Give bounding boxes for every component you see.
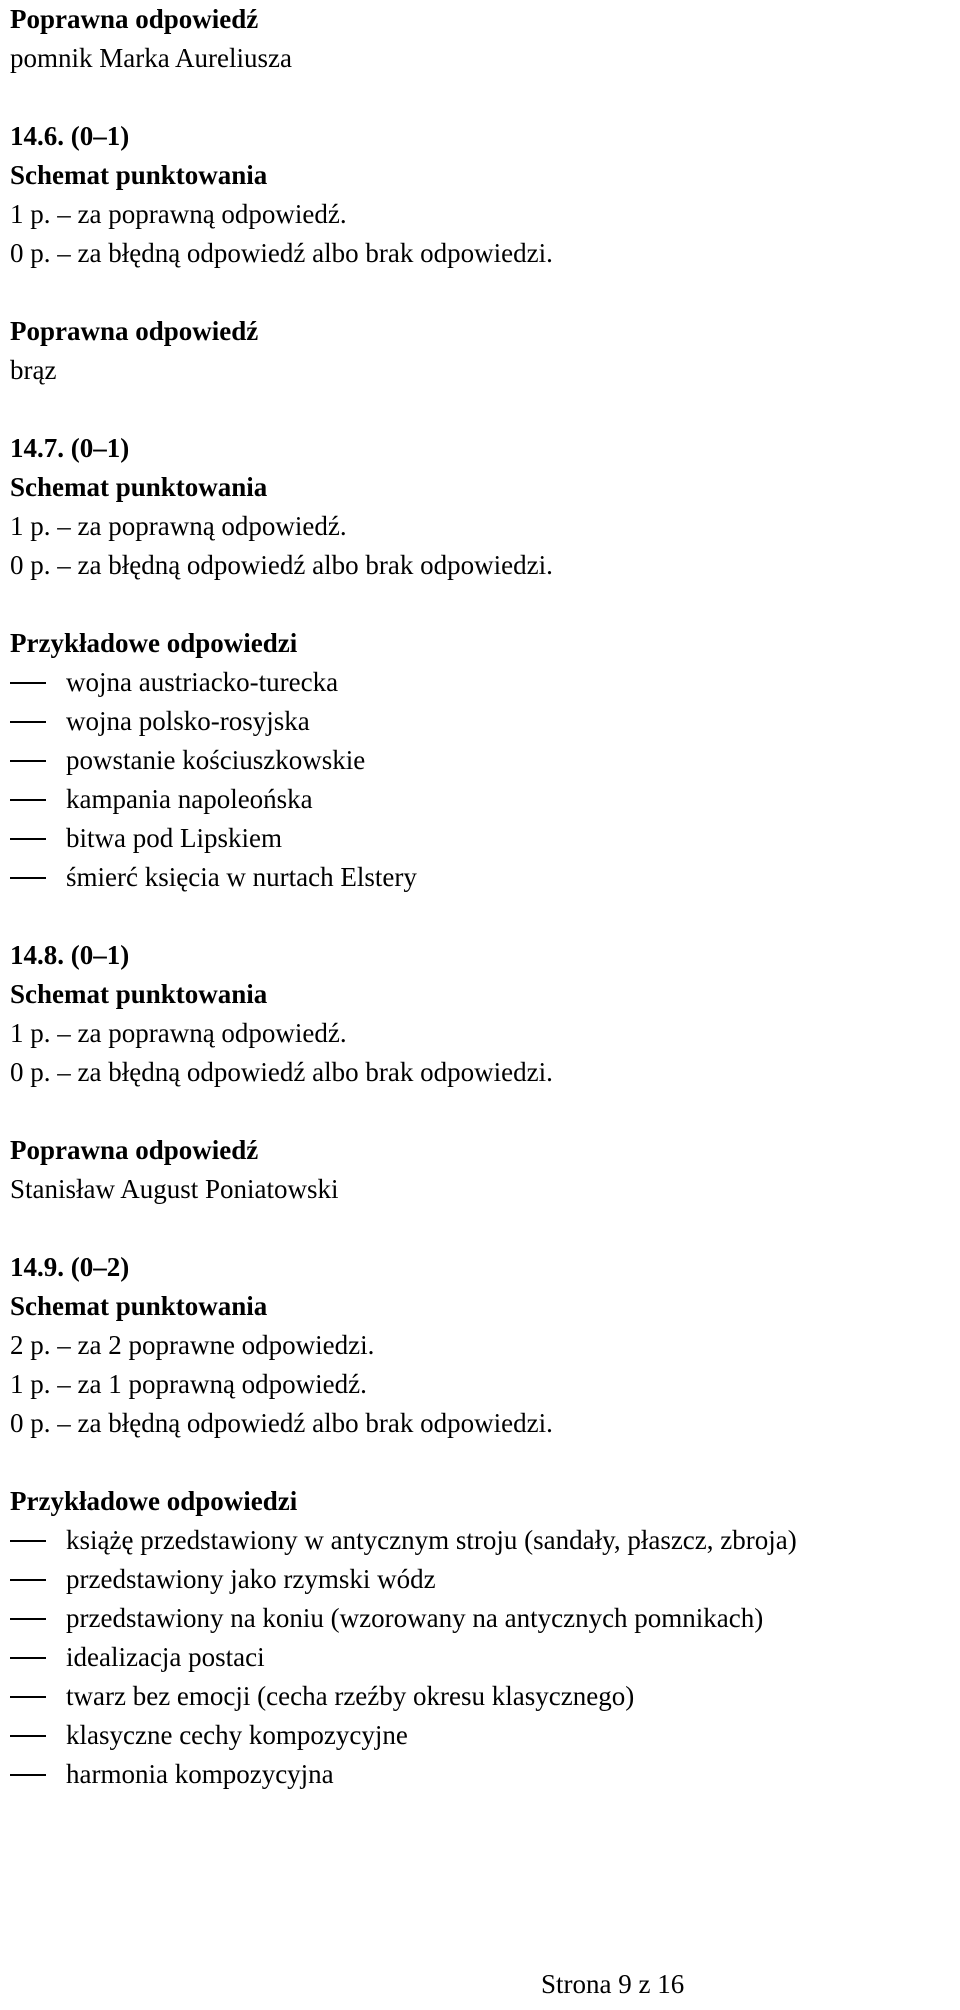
examples-list [10, 663, 950, 897]
dash-bullet-icon [10, 838, 46, 840]
list-item [10, 1521, 950, 1560]
list-item-text: przedstawiony jako rzymski wódz [66, 1564, 436, 1594]
dash-bullet-icon [10, 1696, 46, 1698]
scheme-heading: Schemat punktowania [10, 472, 268, 502]
answer-heading: Poprawna odpowiedź [10, 316, 259, 346]
list-item-text: harmonia kompozycyjna [66, 1759, 334, 1789]
task-14-6 [10, 117, 950, 390]
examples-list [10, 1521, 950, 1794]
list-item-text: kampania napoleońska [66, 784, 313, 814]
page-number: Strona 9 z 16 [541, 1969, 685, 1999]
list-item [10, 1560, 950, 1599]
answer-key-page [10, 0, 950, 1794]
score-1-line: 1 p. – za poprawną odpowiedź. [10, 199, 347, 229]
list-item-text: książę przedstawiony w antycznym stroju (sandały, płaszcz, zbroja) [66, 1525, 797, 1555]
task-number: 14.6. (0–1) [10, 121, 130, 151]
task-14-7 [10, 429, 950, 897]
list-item [10, 1716, 950, 1755]
task-number: 14.8. (0–1) [10, 940, 130, 970]
list-item-text: wojna polsko-rosyjska [66, 706, 310, 736]
list-item-text: klasyczne cechy kompozycyjne [66, 1720, 408, 1750]
answer-text: Stanisław August Poniatowski [10, 1174, 339, 1204]
list-item-text: bitwa pod Lipskiem [66, 823, 282, 853]
dash-bullet-icon [10, 1774, 46, 1776]
list-item [10, 1677, 950, 1716]
list-item [10, 780, 950, 819]
dash-bullet-icon [10, 1618, 46, 1620]
score-1-line: 1 p. – za poprawną odpowiedź. [10, 1018, 347, 1048]
score-1-line: 1 p. – za 1 poprawną odpowiedź. [10, 1369, 367, 1399]
dash-bullet-icon [10, 721, 46, 723]
list-item-text: idealizacja postaci [66, 1642, 265, 1672]
answer-heading: Poprawna odpowiedź [10, 1135, 259, 1165]
score-0-line: 0 p. – za błędną odpowiedź albo brak odpowiedzi. [10, 550, 553, 580]
dash-bullet-icon [10, 1735, 46, 1737]
dash-bullet-icon [10, 760, 46, 762]
list-item [10, 1638, 950, 1677]
dash-bullet-icon [10, 877, 46, 879]
list-item-text: twarz bez emocji (cecha rzeźby okresu klasycznego) [66, 1681, 635, 1711]
scheme-heading: Schemat punktowania [10, 979, 268, 1009]
list-item [10, 858, 950, 897]
task-14-9 [10, 1248, 950, 1794]
examples-heading: Przykładowe odpowiedzi [10, 1486, 298, 1516]
list-item [10, 1599, 950, 1638]
dash-bullet-icon [10, 1579, 46, 1581]
score-0-line: 0 p. – za błędną odpowiedź albo brak odpowiedzi. [10, 1408, 553, 1438]
dash-bullet-icon [10, 682, 46, 684]
scheme-heading: Schemat punktowania [10, 1291, 268, 1321]
answer-text: pomnik Marka Aureliusza [10, 43, 292, 73]
answer-heading: Poprawna odpowiedź [10, 4, 259, 34]
list-item-text: przedstawiony na koniu (wzorowany na antycznych pomnikach) [66, 1603, 764, 1633]
list-item [10, 702, 950, 741]
score-0-line: 0 p. – za błędną odpowiedź albo brak odpowiedzi. [10, 238, 553, 268]
list-item [10, 819, 950, 858]
answer-text: brąz [10, 355, 57, 385]
scheme-heading: Schemat punktowania [10, 160, 268, 190]
list-item-text: powstanie kościuszkowskie [66, 745, 366, 775]
task-number: 14.9. (0–2) [10, 1252, 130, 1282]
score-1-line: 1 p. – za poprawną odpowiedź. [10, 511, 347, 541]
task-14-8 [10, 936, 950, 1209]
score-2-line: 2 p. – za 2 poprawne odpowiedzi. [10, 1330, 375, 1360]
examples-heading: Przykładowe odpowiedzi [10, 628, 298, 658]
list-item-text: wojna austriacko-turecka [66, 667, 339, 697]
score-0-line: 0 p. – za błędną odpowiedź albo brak odpowiedzi. [10, 1057, 553, 1087]
list-item-text: śmierć księcia w nurtach Elstery [66, 862, 417, 892]
list-item [10, 663, 950, 702]
list-item [10, 741, 950, 780]
task-number: 14.7. (0–1) [10, 433, 130, 463]
dash-bullet-icon [10, 1657, 46, 1659]
dash-bullet-icon [10, 799, 46, 801]
list-item [10, 1755, 950, 1794]
dash-bullet-icon [10, 1540, 46, 1542]
